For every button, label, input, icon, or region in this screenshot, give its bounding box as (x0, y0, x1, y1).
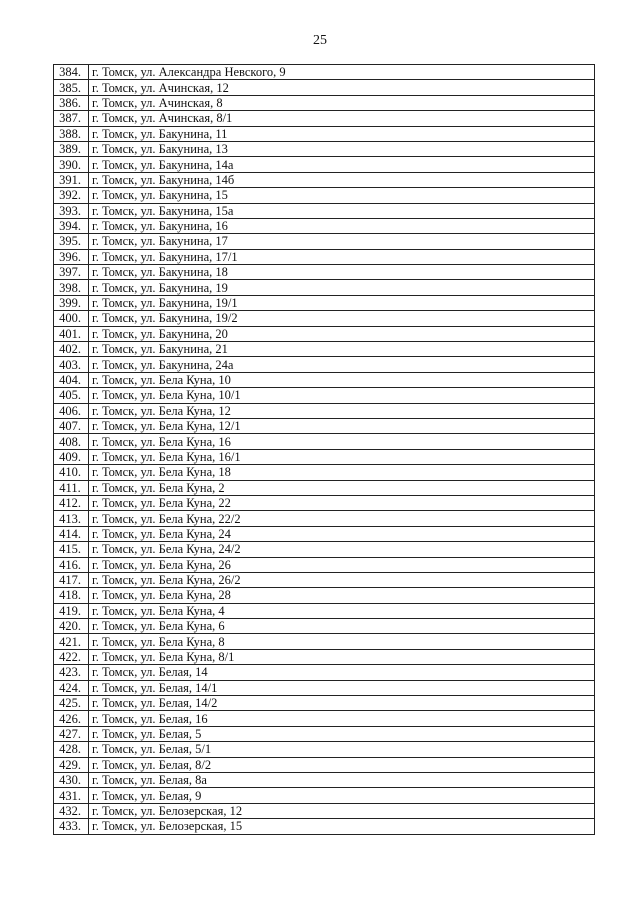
row-address: г. Томск, ул. Бела Куна, 16 (89, 434, 595, 449)
row-number: 393. (54, 203, 89, 218)
row-number: 386. (54, 95, 89, 110)
row-address: г. Томск, ул. Бела Куна, 6 (89, 619, 595, 634)
row-number: 394. (54, 218, 89, 233)
row-address: г. Томск, ул. Бакунина, 19/2 (89, 311, 595, 326)
row-address: г. Томск, ул. Бакунина, 19 (89, 280, 595, 295)
row-number: 388. (54, 126, 89, 141)
table-row (54, 265, 595, 280)
table-row (54, 249, 595, 264)
row-address: г. Томск, ул. Бела Куна, 28 (89, 588, 595, 603)
table-row (54, 188, 595, 203)
row-address: г. Томск, ул. Белая, 16 (89, 711, 595, 726)
row-number: 399. (54, 295, 89, 310)
table-row (54, 403, 595, 418)
table-row (54, 680, 595, 695)
row-address: г. Томск, ул. Бела Куна, 26/2 (89, 572, 595, 587)
table-row (54, 772, 595, 787)
row-address: г. Томск, ул. Бела Куна, 24 (89, 526, 595, 541)
table-row (54, 111, 595, 126)
row-address: г. Томск, ул. Бакунина, 15а (89, 203, 595, 218)
table-row (54, 295, 595, 310)
row-address: г. Томск, ул. Бела Куна, 24/2 (89, 542, 595, 557)
row-address: г. Томск, ул. Александра Невского, 9 (89, 65, 595, 80)
table-row (54, 65, 595, 80)
row-address: г. Томск, ул. Бела Куна, 16/1 (89, 449, 595, 464)
row-address: г. Томск, ул. Бела Куна, 8/1 (89, 649, 595, 664)
row-address: г. Томск, ул. Бела Куна, 12 (89, 403, 595, 418)
row-number: 429. (54, 757, 89, 772)
row-number: 424. (54, 680, 89, 695)
row-address: г. Томск, ул. Бела Куна, 26 (89, 557, 595, 572)
table-row (54, 788, 595, 803)
row-number: 419. (54, 603, 89, 618)
row-number: 408. (54, 434, 89, 449)
row-number: 391. (54, 172, 89, 187)
row-address: г. Томск, ул. Белая, 14 (89, 665, 595, 680)
row-address: г. Томск, ул. Бакунина, 17/1 (89, 249, 595, 264)
row-number: 420. (54, 619, 89, 634)
row-address: г. Томск, ул. Бела Куна, 10 (89, 372, 595, 387)
table-row (54, 619, 595, 634)
table-row (54, 480, 595, 495)
row-number: 390. (54, 157, 89, 172)
table-row (54, 572, 595, 587)
row-number: 401. (54, 326, 89, 341)
table-row (54, 742, 595, 757)
row-address: г. Томск, ул. Бакунина, 20 (89, 326, 595, 341)
row-address: г. Томск, ул. Ачинская, 8 (89, 95, 595, 110)
table-row (54, 803, 595, 818)
row-number: 411. (54, 480, 89, 495)
table-row (54, 726, 595, 741)
row-number: 403. (54, 357, 89, 372)
row-address: г. Томск, ул. Белая, 8/2 (89, 757, 595, 772)
table-row (54, 126, 595, 141)
row-number: 410. (54, 465, 89, 480)
row-number: 431. (54, 788, 89, 803)
row-number: 402. (54, 342, 89, 357)
row-number: 409. (54, 449, 89, 464)
row-address: г. Томск, ул. Бакунина, 18 (89, 265, 595, 280)
table-row (54, 326, 595, 341)
table-row (54, 819, 595, 834)
table-row (54, 418, 595, 433)
table-row (54, 757, 595, 772)
table-row (54, 372, 595, 387)
row-number: 404. (54, 372, 89, 387)
table-row (54, 634, 595, 649)
row-address: г. Томск, ул. Белая, 9 (89, 788, 595, 803)
row-number: 428. (54, 742, 89, 757)
row-number: 414. (54, 526, 89, 541)
address-table-body (54, 65, 595, 835)
table-row (54, 157, 595, 172)
row-number: 395. (54, 234, 89, 249)
table-row (54, 665, 595, 680)
row-address: г. Томск, ул. Белая, 5/1 (89, 742, 595, 757)
row-address: г. Томск, ул. Бакунина, 19/1 (89, 295, 595, 310)
row-address: г. Томск, ул. Бела Куна, 4 (89, 603, 595, 618)
row-number: 426. (54, 711, 89, 726)
row-number: 387. (54, 111, 89, 126)
row-address: г. Томск, ул. Бела Куна, 2 (89, 480, 595, 495)
row-number: 432. (54, 803, 89, 818)
table-row (54, 495, 595, 510)
table-row (54, 218, 595, 233)
row-address: г. Томск, ул. Бела Куна, 12/1 (89, 418, 595, 433)
row-number: 389. (54, 141, 89, 156)
table-row (54, 311, 595, 326)
row-address: г. Томск, ул. Бакунина, 13 (89, 141, 595, 156)
table-row (54, 172, 595, 187)
row-number: 384. (54, 65, 89, 80)
row-address: г. Томск, ул. Бакунина, 15 (89, 188, 595, 203)
row-address: г. Томск, ул. Бакунина, 17 (89, 234, 595, 249)
row-address: г. Томск, ул. Бакунина, 16 (89, 218, 595, 233)
table-row (54, 80, 595, 95)
table-row (54, 557, 595, 572)
row-address: г. Томск, ул. Белозерская, 15 (89, 819, 595, 834)
row-number: 433. (54, 819, 89, 834)
row-number: 413. (54, 511, 89, 526)
row-address: г. Томск, ул. Белая, 5 (89, 726, 595, 741)
row-address: г. Томск, ул. Белая, 8а (89, 772, 595, 787)
row-address: г. Томск, ул. Белозерская, 12 (89, 803, 595, 818)
row-number: 397. (54, 265, 89, 280)
page-number: 25 (313, 33, 327, 48)
table-row (54, 711, 595, 726)
table-row (54, 526, 595, 541)
row-number: 385. (54, 80, 89, 95)
table-row (54, 588, 595, 603)
table-row (54, 696, 595, 711)
table-row (54, 234, 595, 249)
row-number: 396. (54, 249, 89, 264)
row-number: 412. (54, 495, 89, 510)
table-row (54, 603, 595, 618)
row-number: 425. (54, 696, 89, 711)
table-row (54, 649, 595, 664)
table-row (54, 357, 595, 372)
table-row (54, 342, 595, 357)
row-number: 407. (54, 418, 89, 433)
table-row (54, 465, 595, 480)
row-address: г. Томск, ул. Ачинская, 12 (89, 80, 595, 95)
row-address: г. Томск, ул. Белая, 14/1 (89, 680, 595, 695)
row-number: 422. (54, 649, 89, 664)
row-address: г. Томск, ул. Ачинская, 8/1 (89, 111, 595, 126)
row-address: г. Томск, ул. Белая, 14/2 (89, 696, 595, 711)
row-number: 392. (54, 188, 89, 203)
row-address: г. Томск, ул. Бела Куна, 22 (89, 495, 595, 510)
table-row (54, 449, 595, 464)
row-number: 406. (54, 403, 89, 418)
row-address: г. Томск, ул. Бакунина, 14а (89, 157, 595, 172)
row-number: 417. (54, 572, 89, 587)
table-row (54, 203, 595, 218)
row-number: 416. (54, 557, 89, 572)
table-row (54, 141, 595, 156)
row-address: г. Томск, ул. Бела Куна, 22/2 (89, 511, 595, 526)
row-number: 398. (54, 280, 89, 295)
table-row (54, 542, 595, 557)
row-number: 427. (54, 726, 89, 741)
row-address: г. Томск, ул. Бакунина, 21 (89, 342, 595, 357)
row-address: г. Томск, ул. Бакунина, 24а (89, 357, 595, 372)
row-address: г. Томск, ул. Бела Куна, 18 (89, 465, 595, 480)
table-row (54, 95, 595, 110)
address-table (53, 64, 595, 835)
row-number: 430. (54, 772, 89, 787)
row-address: г. Томск, ул. Бакунина, 11 (89, 126, 595, 141)
row-address: г. Томск, ул. Бакунина, 14б (89, 172, 595, 187)
row-number: 421. (54, 634, 89, 649)
row-number: 415. (54, 542, 89, 557)
row-number: 423. (54, 665, 89, 680)
table-row (54, 434, 595, 449)
row-number: 405. (54, 388, 89, 403)
table-row (54, 280, 595, 295)
table-row (54, 388, 595, 403)
row-address: г. Томск, ул. Бела Куна, 10/1 (89, 388, 595, 403)
row-number: 418. (54, 588, 89, 603)
row-address: г. Томск, ул. Бела Куна, 8 (89, 634, 595, 649)
table-row (54, 511, 595, 526)
row-number: 400. (54, 311, 89, 326)
